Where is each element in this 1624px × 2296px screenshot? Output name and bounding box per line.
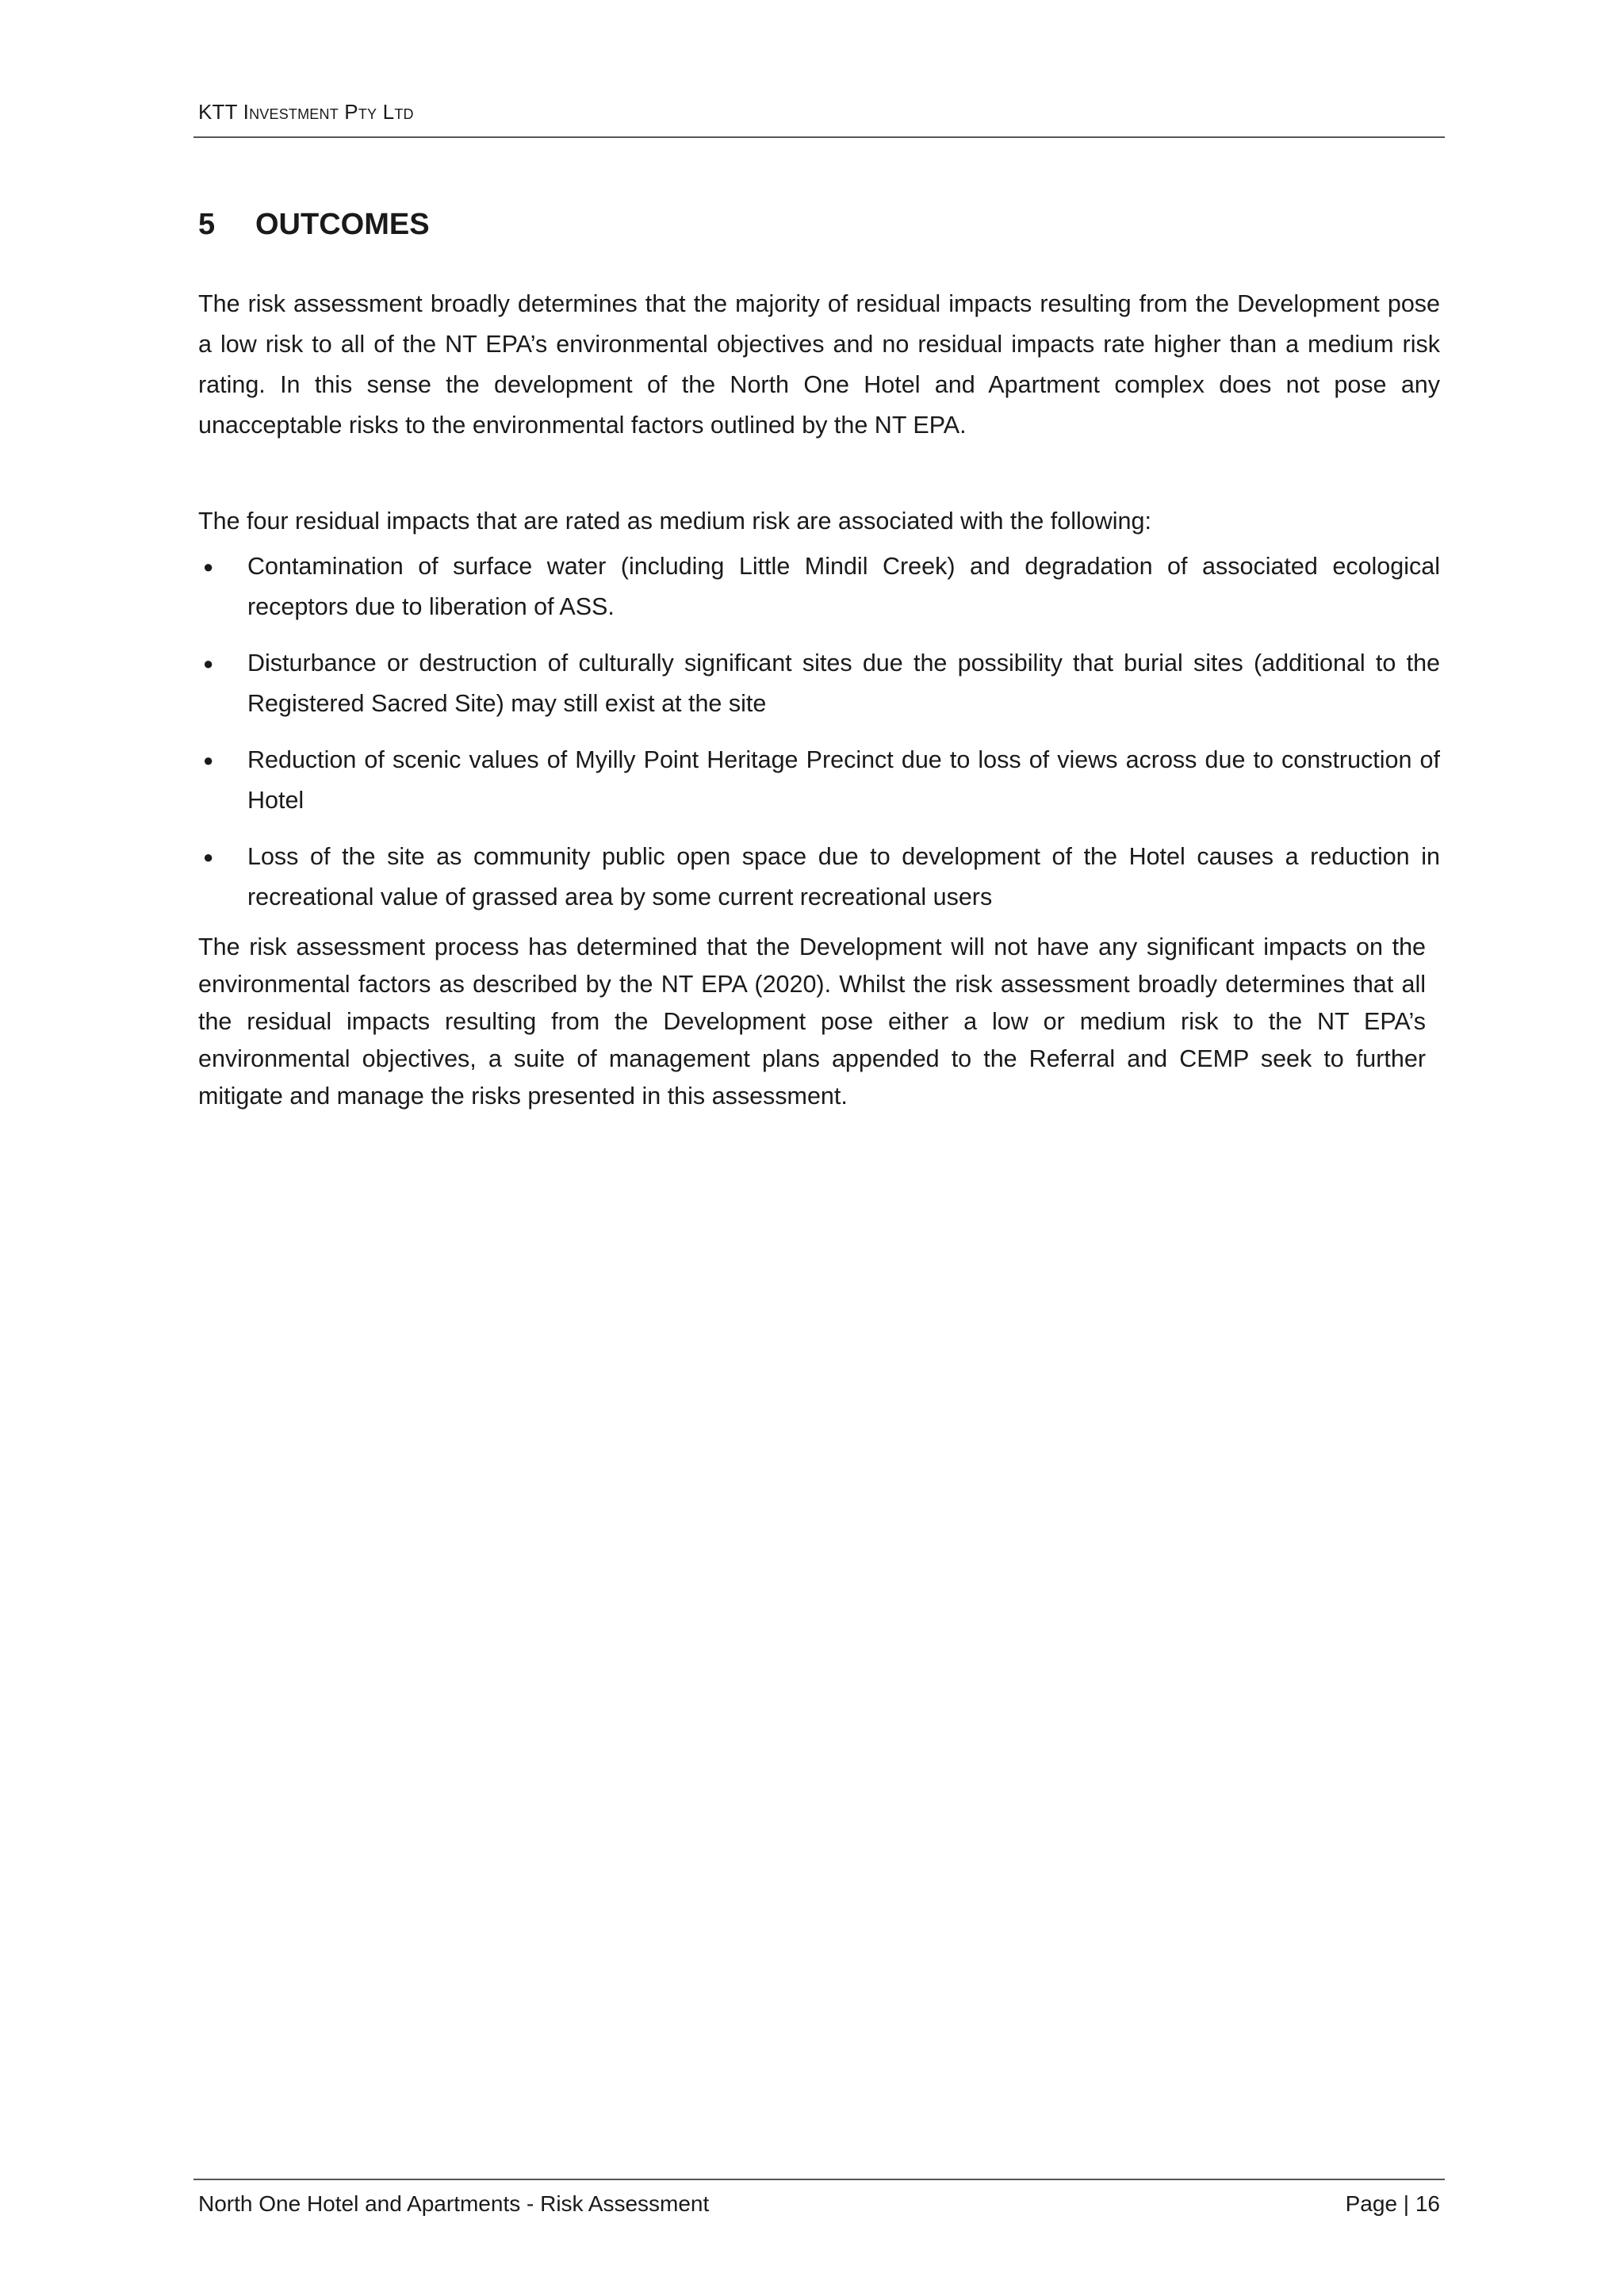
list-item [198,643,1440,724]
section-number: 5 [198,208,216,241]
bullet-icon: ● [203,557,214,577]
list-item-text: Disturbance or destruction of culturally significant sites due the possibility that burial sites (additional to the Registered Sacred Site) may still exist at the site [247,650,1440,717]
page-footer [193,2179,1445,2218]
body-paragraph: The risk assessment broadly determines that the majority of residual impacts resulting from the Development pose a low risk to all of the NT EPA’s environmental objectives and no residual impacts rate higher than a medium risk rating. In this sense the development of the North One Hotel and Apartment complex does not pose any unacceptable risks to the environmental factors outlined by the NT EPA. [198,290,1440,439]
bullet-icon: ● [203,847,214,867]
bullet-list [198,546,1440,918]
list-item-text: Reduction of scenic values of Myilly Point Heritage Precinct due to loss of views across due to construction of Hotel [247,746,1440,814]
footer-document-title: North One Hotel and Apartments - Risk Assessment [198,2191,710,2216]
list-item-text: Contamination of surface water (including Little Mindil Creek) and degradation of associated ecological receptors due to liberation of ASS. [247,553,1440,620]
section-heading [198,208,430,242]
footer-page-number: Page | 16 [1345,2191,1440,2216]
section-title: OUTCOMES [255,208,430,241]
list-item-text: Loss of the site as community public open space due to development of the Hotel causes a reduction in recreational value of grassed area by some current recreational users [247,843,1440,910]
list-item [198,837,1440,918]
page-header [193,98,1445,138]
list-item [198,740,1440,821]
bullet-icon: ● [203,654,214,673]
body-paragraph: The four residual impacts that are rated as medium risk are associated with the following: [198,508,1151,535]
header-company-name: KTT Investment Pty Ltd [198,100,414,124]
list-item [198,546,1440,627]
document-body [198,284,1440,1115]
body-paragraph: The risk assessment process has determined that the Development will not have any significant impacts on the environmental factors as described by the NT EPA (2020). Whilst the risk assessment broadly determines that all the residual impacts resulting from the Development pose either a low or medium risk to the NT EPA’s environmental objectives, a suite of management plans appended to the Referral and CEMP seek to further mitigate and manage the risks presented in this assessment. [198,933,1426,1110]
bullet-icon: ● [203,750,214,770]
